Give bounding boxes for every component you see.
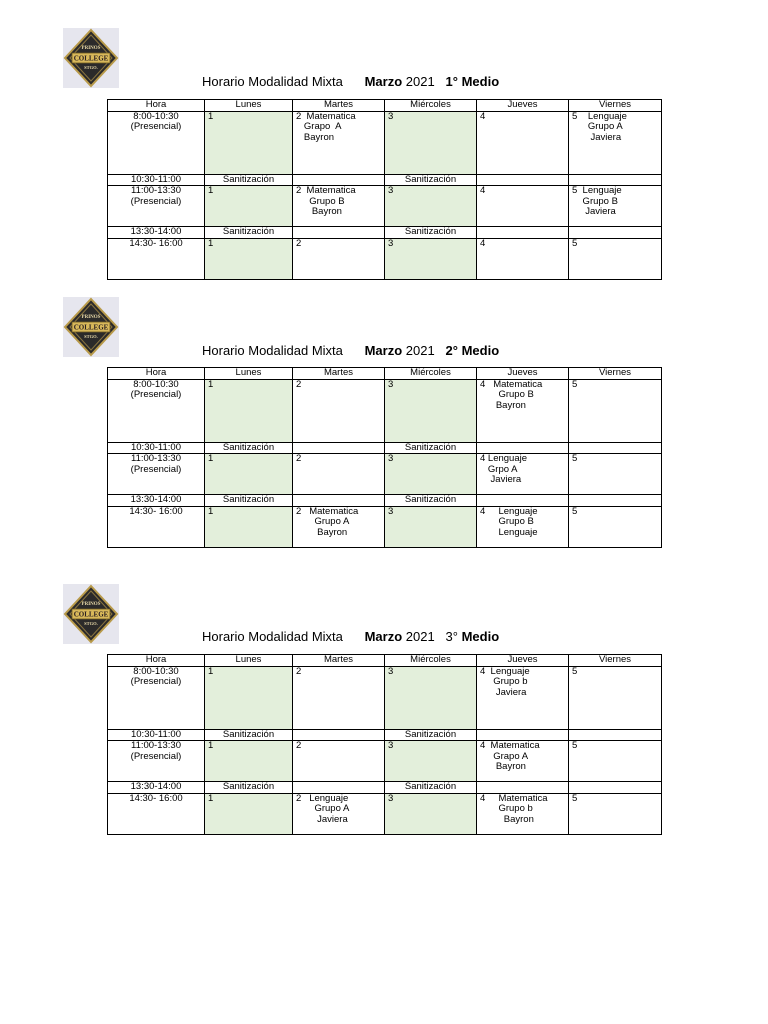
column-header: Hora bbox=[108, 100, 205, 112]
class-cell: 4 Lenguaje Grupo B Lenguaje bbox=[477, 506, 569, 547]
class-cell: 5 bbox=[569, 793, 662, 834]
table-row bbox=[108, 442, 662, 454]
class-cell: 4 Matematica Grupo b Bayron bbox=[477, 793, 569, 834]
class-cell: 2 bbox=[293, 379, 385, 442]
class-cell bbox=[569, 174, 662, 186]
class-cell: 3 bbox=[385, 111, 477, 174]
title-level-number: 3° bbox=[445, 629, 458, 644]
class-cell bbox=[293, 442, 385, 454]
class-cell: 4 bbox=[477, 238, 569, 279]
column-header: Lunes bbox=[205, 100, 293, 112]
schedule-table bbox=[107, 367, 662, 548]
time-cell: 13:30-14:00 bbox=[108, 782, 205, 794]
column-header: Martes bbox=[293, 368, 385, 380]
time-cell: 10:30-11:00 bbox=[108, 729, 205, 741]
table-row bbox=[108, 174, 662, 186]
class-cell bbox=[477, 729, 569, 741]
class-cell bbox=[569, 729, 662, 741]
class-cell: 1 bbox=[205, 111, 293, 174]
class-cell: 1 bbox=[205, 379, 293, 442]
class-cell: Sanitización bbox=[385, 495, 477, 507]
title-year: 2021 bbox=[405, 629, 435, 644]
time-cell: 10:30-11:00 bbox=[108, 442, 205, 454]
class-cell bbox=[293, 782, 385, 794]
class-cell: 4 Lenguaje Grupo b Javiera bbox=[477, 666, 569, 729]
column-header: Hora bbox=[108, 368, 205, 380]
logo-text: PRINOS bbox=[81, 46, 101, 51]
logo-text: COLLEGE bbox=[73, 610, 109, 619]
time-cell: 14:30- 16:00 bbox=[108, 793, 205, 834]
class-cell bbox=[477, 174, 569, 186]
class-cell bbox=[477, 227, 569, 239]
header-row bbox=[108, 655, 662, 667]
class-cell bbox=[293, 174, 385, 186]
class-cell: 2 bbox=[293, 666, 385, 729]
column-header: Miércoles bbox=[385, 655, 477, 667]
class-cell: 5 bbox=[569, 454, 662, 495]
column-header: Miércoles bbox=[385, 100, 477, 112]
class-cell: 2 bbox=[293, 741, 385, 782]
title-level-number: 2° bbox=[445, 343, 458, 358]
logo-text: PRINOS bbox=[81, 602, 101, 607]
class-cell: 4 bbox=[477, 111, 569, 174]
column-header: Miércoles bbox=[385, 368, 477, 380]
class-cell: Sanitización bbox=[205, 174, 293, 186]
title-month: Marzo bbox=[364, 629, 403, 644]
class-cell: 1 bbox=[205, 666, 293, 729]
class-cell bbox=[477, 782, 569, 794]
title-year: 2021 bbox=[405, 343, 435, 358]
school-logo-icon bbox=[63, 28, 119, 88]
table-row bbox=[108, 454, 662, 495]
time-cell: 14:30- 16:00 bbox=[108, 506, 205, 547]
logo-text: STGO. bbox=[84, 65, 98, 70]
schedule-title bbox=[202, 343, 499, 358]
title-year: 2021 bbox=[405, 74, 435, 89]
time-cell: 8:00-10:30 (Presencial) bbox=[108, 379, 205, 442]
class-cell: 1 bbox=[205, 741, 293, 782]
logo-text: STGO. bbox=[84, 334, 98, 339]
class-cell: 2 Matematica Grupo B Bayron bbox=[293, 186, 385, 227]
class-cell: 4 Matematica Grapo A Bayron bbox=[477, 741, 569, 782]
table-row bbox=[108, 111, 662, 174]
class-cell: 3 bbox=[385, 666, 477, 729]
class-cell: Sanitización bbox=[385, 174, 477, 186]
class-cell: 3 bbox=[385, 793, 477, 834]
table-row bbox=[108, 741, 662, 782]
schedule-table bbox=[107, 654, 662, 835]
title-level-word: Medio bbox=[461, 343, 500, 358]
class-cell: Sanitización bbox=[385, 442, 477, 454]
time-cell: 14:30- 16:00 bbox=[108, 238, 205, 279]
time-cell: 8:00-10:30 (Presencial) bbox=[108, 111, 205, 174]
logo-text: STGO. bbox=[84, 621, 98, 626]
schedule-table bbox=[107, 99, 662, 280]
title-level-word: Medio bbox=[461, 629, 500, 644]
column-header: Lunes bbox=[205, 368, 293, 380]
class-cell: 5 bbox=[569, 379, 662, 442]
logo-text: COLLEGE bbox=[73, 323, 109, 332]
column-header: Viernes bbox=[569, 655, 662, 667]
class-cell: Sanitización bbox=[385, 729, 477, 741]
class-cell: Sanitización bbox=[205, 782, 293, 794]
column-header: Lunes bbox=[205, 655, 293, 667]
class-cell bbox=[477, 495, 569, 507]
class-cell: 3 bbox=[385, 238, 477, 279]
class-cell: Sanitización bbox=[205, 227, 293, 239]
title-month: Marzo bbox=[364, 343, 403, 358]
class-cell: Sanitización bbox=[205, 729, 293, 741]
title-level-number: 1° bbox=[445, 74, 458, 89]
class-cell bbox=[293, 729, 385, 741]
class-cell: 5 Lenguaje Grupo A Javiera bbox=[569, 111, 662, 174]
class-cell bbox=[293, 227, 385, 239]
time-cell: 11:00-13:30 (Presencial) bbox=[108, 454, 205, 495]
class-cell: 5 bbox=[569, 238, 662, 279]
title-level-word: Medio bbox=[461, 74, 500, 89]
table-row bbox=[108, 506, 662, 547]
class-cell: 4 Matematica Grupo B Bayron bbox=[477, 379, 569, 442]
class-cell: 2 Matematica Grapo A Bayron bbox=[293, 111, 385, 174]
table-row bbox=[108, 186, 662, 227]
class-cell: 5 bbox=[569, 666, 662, 729]
class-cell: 2 bbox=[293, 454, 385, 495]
column-header: Jueves bbox=[477, 100, 569, 112]
class-cell bbox=[569, 227, 662, 239]
class-cell: 2 Matematica Grupo A Bayron bbox=[293, 506, 385, 547]
class-cell: 3 bbox=[385, 506, 477, 547]
class-cell: 1 bbox=[205, 793, 293, 834]
class-cell: 4 Lenguaje Grpo A Javiera bbox=[477, 454, 569, 495]
table-row bbox=[108, 495, 662, 507]
class-cell: 5 bbox=[569, 506, 662, 547]
class-cell: 1 bbox=[205, 454, 293, 495]
column-header: Jueves bbox=[477, 655, 569, 667]
class-cell bbox=[569, 442, 662, 454]
time-cell: 11:00-13:30 (Presencial) bbox=[108, 741, 205, 782]
schedule-title bbox=[202, 629, 499, 644]
column-header: Hora bbox=[108, 655, 205, 667]
table-row bbox=[108, 729, 662, 741]
class-cell: 1 bbox=[205, 238, 293, 279]
time-cell: 8:00-10:30 (Presencial) bbox=[108, 666, 205, 729]
logo-text: PRINOS bbox=[81, 315, 101, 320]
class-cell: 3 bbox=[385, 741, 477, 782]
title-prefix: Horario Modalidad Mixta bbox=[202, 74, 343, 89]
header-row bbox=[108, 368, 662, 380]
table-row bbox=[108, 238, 662, 279]
schedule-title bbox=[202, 74, 499, 89]
time-cell: 10:30-11:00 bbox=[108, 174, 205, 186]
column-header: Viernes bbox=[569, 100, 662, 112]
class-cell: 4 bbox=[477, 186, 569, 227]
school-logo-icon bbox=[63, 584, 119, 644]
class-cell: Sanitización bbox=[205, 495, 293, 507]
class-cell bbox=[293, 495, 385, 507]
class-cell: 5 bbox=[569, 741, 662, 782]
class-cell: 1 bbox=[205, 506, 293, 547]
title-prefix: Horario Modalidad Mixta bbox=[202, 343, 343, 358]
class-cell: 2 bbox=[293, 238, 385, 279]
table-row bbox=[108, 379, 662, 442]
class-cell: 5 Lenguaje Grupo B Javiera bbox=[569, 186, 662, 227]
column-header: Viernes bbox=[569, 368, 662, 380]
time-cell: 13:30-14:00 bbox=[108, 227, 205, 239]
title-prefix: Horario Modalidad Mixta bbox=[202, 629, 343, 644]
class-cell: 3 bbox=[385, 186, 477, 227]
table-row bbox=[108, 227, 662, 239]
class-cell: Sanitización bbox=[205, 442, 293, 454]
class-cell: 2 Lenguaje Grupo A Javiera bbox=[293, 793, 385, 834]
class-cell: 3 bbox=[385, 454, 477, 495]
time-cell: 11:00-13:30 (Presencial) bbox=[108, 186, 205, 227]
class-cell bbox=[477, 442, 569, 454]
table-row bbox=[108, 666, 662, 729]
time-cell: 13:30-14:00 bbox=[108, 495, 205, 507]
class-cell bbox=[569, 782, 662, 794]
column-header: Jueves bbox=[477, 368, 569, 380]
column-header: Martes bbox=[293, 100, 385, 112]
logo-text: COLLEGE bbox=[73, 54, 109, 63]
table-row bbox=[108, 793, 662, 834]
school-logo-icon bbox=[63, 297, 119, 357]
class-cell: Sanitización bbox=[385, 782, 477, 794]
header-row bbox=[108, 100, 662, 112]
title-month: Marzo bbox=[364, 74, 403, 89]
class-cell: 3 bbox=[385, 379, 477, 442]
column-header: Martes bbox=[293, 655, 385, 667]
class-cell: 1 bbox=[205, 186, 293, 227]
class-cell bbox=[569, 495, 662, 507]
class-cell: Sanitización bbox=[385, 227, 477, 239]
table-row bbox=[108, 782, 662, 794]
